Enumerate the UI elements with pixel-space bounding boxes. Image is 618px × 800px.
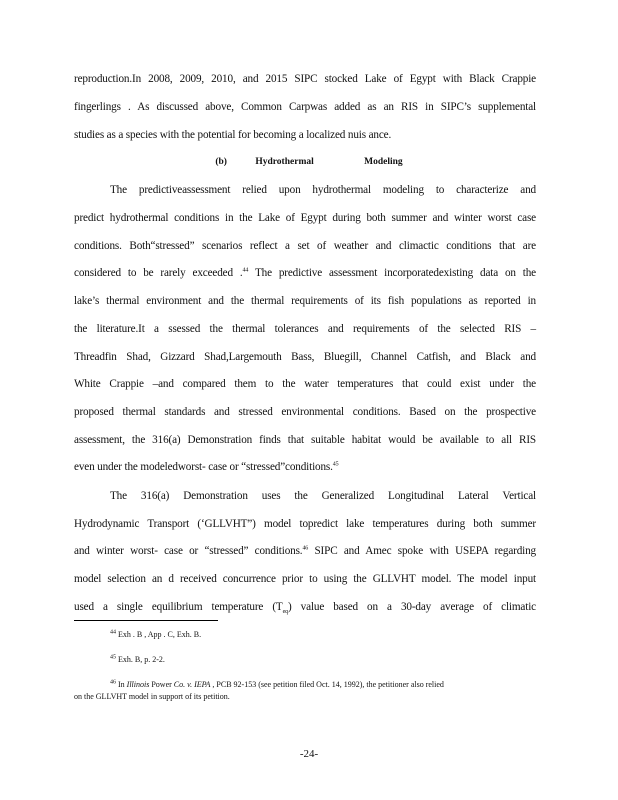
body-line-19b: ) value based on a 30-day average of climatic (287, 601, 536, 613)
body-line-7a: considered to be rarely exceeded . (74, 267, 243, 279)
body-line-4: The predictiveassessment relied upon hydrothermal modeling to characterize and (110, 184, 536, 196)
page-number: -24- (299, 748, 319, 760)
body-line-2: fingerlings . As discussed above, Common Carpwas added as an RIS in SIPC’s supplemental (74, 101, 536, 113)
body-line-13: assessment, the 316(a) Demonstration finds that suitable habitat would be available to all RIS (74, 434, 536, 446)
body-line-12: proposed thermal standards and stressed environmental conditions. Based on the prospective (74, 406, 536, 418)
body-line-19a: used a single equilibrium temperature (T (74, 601, 283, 613)
case-name-part: v. (187, 680, 193, 689)
body-line-16: Hydrodynamic Transport (‘GLLVHT”) model topredict lake temperatures during both summer (74, 518, 536, 530)
footnote-ref-44: 44 (242, 267, 249, 274)
body-line-5: predict hydrothermal conditions in the Lake of Egypt during both summer and winter worst case (74, 212, 536, 224)
footnote-44-text: Exh . B , App . C, Exh. B. (116, 630, 202, 639)
body-line-11: White Crappie –and compared them to the water temperatures that could exist under the (74, 378, 536, 390)
footnote-separator (74, 620, 218, 621)
body-line-17a: and winter worst- case or “stressed” conditions. (74, 545, 303, 557)
heading-number: (b) (215, 157, 227, 167)
footnote-ref-46: 46 (302, 545, 309, 552)
body-line-15: The 316(a) Demonstration uses the Generalized Longitudinal Lateral Vertical (110, 490, 536, 502)
footnote-46-line-2: on the GLLVHT model in support of its petition. (74, 692, 230, 701)
body-line-9: the literature.It a ssessed the thermal tolerances and requirements of the selected RIS – (74, 323, 536, 335)
body-line-7 (74, 266, 536, 280)
body-line-17 (74, 544, 536, 558)
equilibrium-subscript: eq (282, 609, 288, 616)
footnote-45 (110, 654, 165, 665)
footnote-46-rest: , PCB 92-153 (see petition filed Oct. 14, 1992), the petitioner also relied (210, 680, 444, 689)
body-line-1: reproduction.In 2008, 2009, 2010, and 2015 SIPC stocked Lake of Egypt with Black Crappie (74, 73, 536, 85)
body-line-19 (74, 600, 536, 619)
body-line-14a: even under the modeledworst- case or “stressed”conditions. (74, 461, 333, 473)
footnote-45-text: Exh. B, p. 2-2. (116, 655, 165, 664)
body-line-8: lake’s thermal environment and the thermal requirements of its fish populations as reported in (74, 295, 536, 307)
footnote-46-mid: Power (149, 680, 174, 689)
body-line-3: studies as a species with the potential for becoming a localized nuis ance. (74, 129, 392, 141)
heading-word-1: Hydrothermal (255, 157, 314, 167)
case-name-part: IEPA (194, 680, 211, 689)
body-line-7b: The predictive assessment incorporatedexisting data on the (248, 267, 536, 279)
footnote-46-pre: In (116, 680, 127, 689)
footnote-44 (110, 629, 201, 640)
footnote-44-number: 44 (110, 629, 116, 636)
footnote-46-number: 46 (110, 679, 116, 686)
heading-word-2: Modeling (364, 157, 403, 167)
body-line-17b: SIPC and Amec spoke with USEPA regarding (308, 545, 536, 557)
footnote-ref-45: 45 (332, 461, 339, 468)
body-line-6: conditions. Both“stressed” scenarios reflect a set of weather and climactic conditions that are (74, 240, 536, 252)
case-name-part: Illinois (126, 680, 150, 689)
footnote-46 (110, 679, 444, 690)
section-heading (0, 157, 618, 167)
case-name-part: Co. (173, 680, 186, 689)
body-line-10: Threadfin Shad, Gizzard Shad,Largemouth Bass, Bluegill, Channel Catfish, and Black and (74, 351, 536, 363)
body-line-14 (74, 460, 536, 474)
footnote-45-number: 45 (110, 654, 116, 661)
body-line-18: model selection an d received concurrence prior to using the GLLVHT model. The model input (74, 573, 536, 585)
